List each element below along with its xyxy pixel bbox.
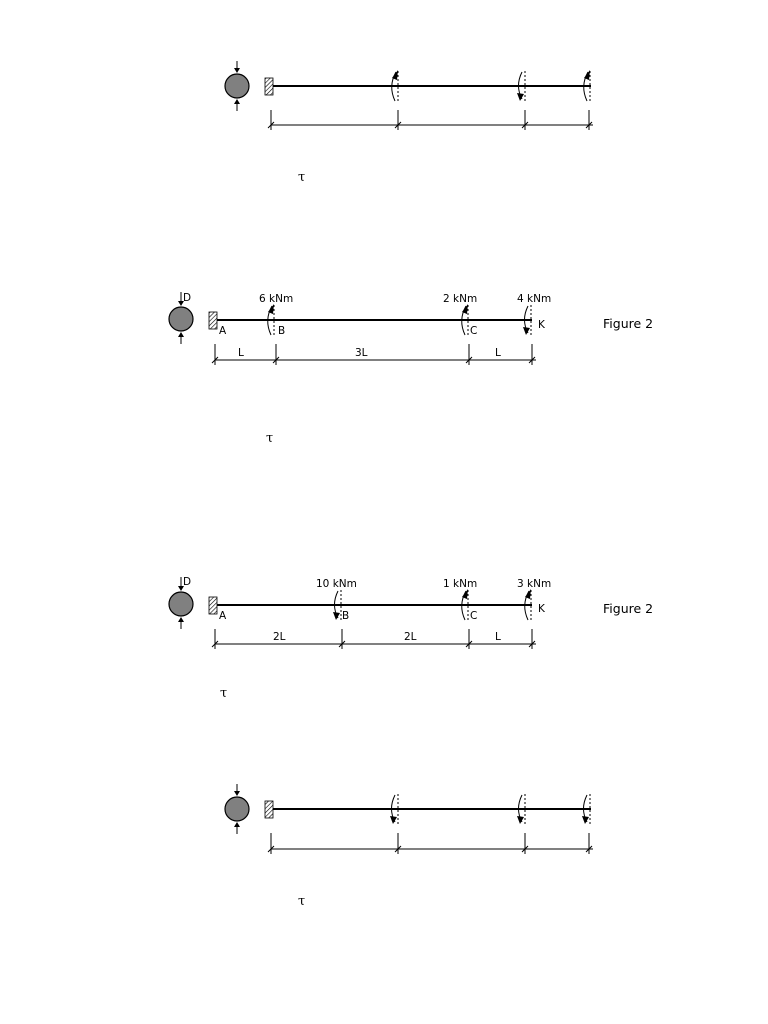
- segment-label: 2L: [273, 631, 286, 643]
- diagram-blank-top: [225, 61, 593, 185]
- segment-label: L: [495, 631, 501, 643]
- point-label-k: K: [538, 319, 545, 331]
- diagram-blank-bottom: [225, 784, 593, 909]
- dimension-line: [212, 629, 536, 649]
- fixed-support-icon: [209, 312, 217, 329]
- label-d: D: [183, 576, 192, 588]
- tau-symbol: τ: [220, 686, 228, 701]
- moment-label-c: 2 kNm: [443, 293, 478, 305]
- moment-label-k: 4 kNm: [517, 293, 552, 305]
- diagram-figure-a: [169, 292, 653, 446]
- diagram-figure-b: [169, 576, 653, 701]
- point-label-b: B: [342, 610, 350, 622]
- point-label-a: A: [219, 610, 227, 622]
- dimension-line: [212, 344, 536, 365]
- fixed-support-icon: [265, 78, 273, 95]
- segment-label: L: [238, 347, 244, 359]
- point-label-a: A: [219, 325, 227, 337]
- cross-section-icon: [225, 784, 249, 834]
- segment-label: L: [495, 347, 501, 359]
- figure-caption: Figure 2: [603, 601, 654, 616]
- point-label-c: C: [470, 610, 478, 622]
- fixed-support-icon: [209, 597, 217, 614]
- point-label-c: C: [470, 325, 478, 337]
- moment-label-k: 3 kNm: [517, 578, 552, 590]
- point-label-k: K: [538, 603, 545, 615]
- dimension-line: [268, 833, 593, 854]
- point-label-b: B: [278, 325, 286, 337]
- fixed-support-icon: [265, 801, 273, 818]
- segment-label: 2L: [404, 631, 417, 643]
- moment-label-b: 10 kNm: [316, 578, 357, 590]
- tau-symbol: τ: [298, 170, 306, 185]
- label-d: D: [183, 292, 192, 304]
- tau-symbol: τ: [298, 894, 306, 909]
- moment-label-b: 6 kNm: [259, 293, 294, 305]
- segment-label: 3L: [355, 347, 368, 359]
- moment-label-c: 1 kNm: [443, 578, 478, 590]
- figure-caption: Figure 2: [603, 316, 654, 331]
- dimension-line: [268, 110, 593, 130]
- cross-section-icon: [225, 61, 249, 111]
- tau-symbol: τ: [266, 431, 274, 446]
